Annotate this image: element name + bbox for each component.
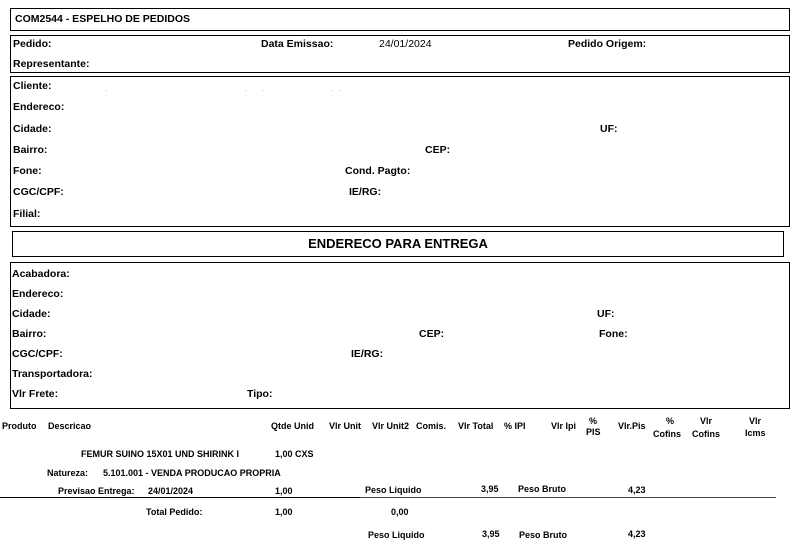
delivery-fone-label: Fone:	[599, 328, 628, 340]
ie-rg-label: IE/RG:	[349, 186, 382, 198]
delivery-cgc-cpf-label: CGC/CPF:	[12, 348, 63, 360]
vlr-frete-label: Vlr Frete:	[12, 388, 59, 400]
item-separator-right	[360, 497, 776, 498]
uf-label: UF:	[600, 123, 618, 135]
delivery-ie-rg-label: IE/RG:	[351, 348, 384, 360]
item-peso-bruto-value: 4,23	[628, 485, 646, 495]
col-vlr-unit: Vlr Unit	[329, 421, 362, 431]
report-title: COM2544 - ESPELHO DE PEDIDOS	[15, 13, 191, 25]
delivery-box	[10, 262, 790, 409]
delivery-bairro-label: Bairro:	[12, 328, 47, 340]
col-pct-ipi: % IPI	[504, 421, 526, 431]
pedido-label: Pedido:	[13, 38, 52, 50]
col-vlr-unit2: Vlr Unit2	[372, 421, 410, 431]
delivery-cidade-label: Cidade:	[12, 308, 51, 320]
total-pedido-label: Total Pedido:	[146, 507, 203, 517]
item-peso-bruto-label: Peso Bruto	[518, 484, 567, 494]
bairro-label: Bairro:	[13, 144, 48, 156]
cond-pagto-label: Cond. Pagto:	[345, 165, 411, 177]
previsao-label: Previsao Entrega:	[58, 486, 135, 496]
total-peso-bruto-label: Peso Bruto	[519, 530, 568, 540]
item-descricao: FEMUR SUINO 15X01 UND SHIRINK I	[81, 449, 240, 459]
total-peso-liquido-value: 3,95	[482, 529, 500, 539]
col-vlr-icms-bottom: Icms	[745, 428, 766, 438]
col-comis: Comis.	[416, 421, 447, 431]
natureza-label: Natureza:	[47, 468, 89, 478]
cliente-redacted: . . . . .	[105, 83, 344, 93]
transportadora-label: Transportadora:	[12, 368, 93, 380]
item-separator	[0, 497, 360, 498]
col-vlr-cofins-top: Vlr	[700, 416, 713, 426]
fone-label: Fone:	[13, 165, 42, 177]
total-valor: 0,00	[391, 507, 409, 517]
previsao-value: 24/01/2024	[148, 486, 194, 496]
data-emissao-label: Data Emissao:	[261, 38, 334, 50]
item-peso-liquido-label: Peso Liquido	[365, 485, 422, 495]
delivery-cep-label: CEP:	[419, 328, 445, 340]
item-peso-liquido-value: 3,95	[481, 484, 499, 494]
col-pct-pis-bottom: PIS	[586, 427, 601, 437]
total-qtde: 1,00	[275, 507, 293, 517]
delivery-uf-label: UF:	[597, 308, 615, 320]
cidade-label: Cidade:	[13, 123, 52, 135]
representante-label: Representante:	[13, 58, 90, 70]
total-peso-liquido-label: Peso Liquido	[368, 530, 425, 540]
col-descricao: Descricao	[48, 421, 92, 431]
col-pct-pis-top: %	[589, 416, 598, 426]
col-qtde-unid: Qtde Unid	[271, 421, 314, 431]
cliente-label: Cliente:	[13, 80, 52, 92]
col-pct-cofins-bottom: Cofins	[653, 429, 681, 439]
col-pct-cofins-top: %	[666, 416, 675, 426]
item-qtde: 1,00 CXS	[275, 449, 314, 459]
cgc-cpf-label: CGC/CPF:	[13, 186, 64, 198]
item-qtde2: 1,00	[275, 486, 293, 496]
delivery-heading: ENDERECO PARA ENTREGA	[308, 236, 488, 251]
natureza-value: 5.101.001 - VENDA PRODUCAO PROPRIA	[103, 468, 281, 478]
delivery-endereco-label: Endereco:	[12, 288, 64, 300]
pedido-origem-label: Pedido Origem:	[568, 38, 647, 50]
total-peso-bruto-value: 4,23	[628, 529, 646, 539]
col-vlr-cofins-bottom: Cofins	[692, 429, 720, 439]
tipo-label: Tipo:	[247, 388, 273, 400]
endereco-label: Endereco:	[13, 101, 65, 113]
col-vlr-total: Vlr Total	[458, 421, 494, 431]
col-vlr-pis: Vlr.Pis	[618, 421, 646, 431]
filial-label: Filial:	[13, 208, 41, 220]
acabadora-label: Acabadora:	[12, 268, 70, 280]
col-vlr-icms-top: Vlr	[749, 416, 762, 426]
col-produto: Produto	[2, 421, 37, 431]
client-box	[10, 76, 790, 227]
col-vlr-ipi: Vlr Ipi	[551, 421, 577, 431]
cep-label: CEP:	[425, 144, 451, 156]
data-emissao-value: 24/01/2024	[379, 38, 432, 50]
